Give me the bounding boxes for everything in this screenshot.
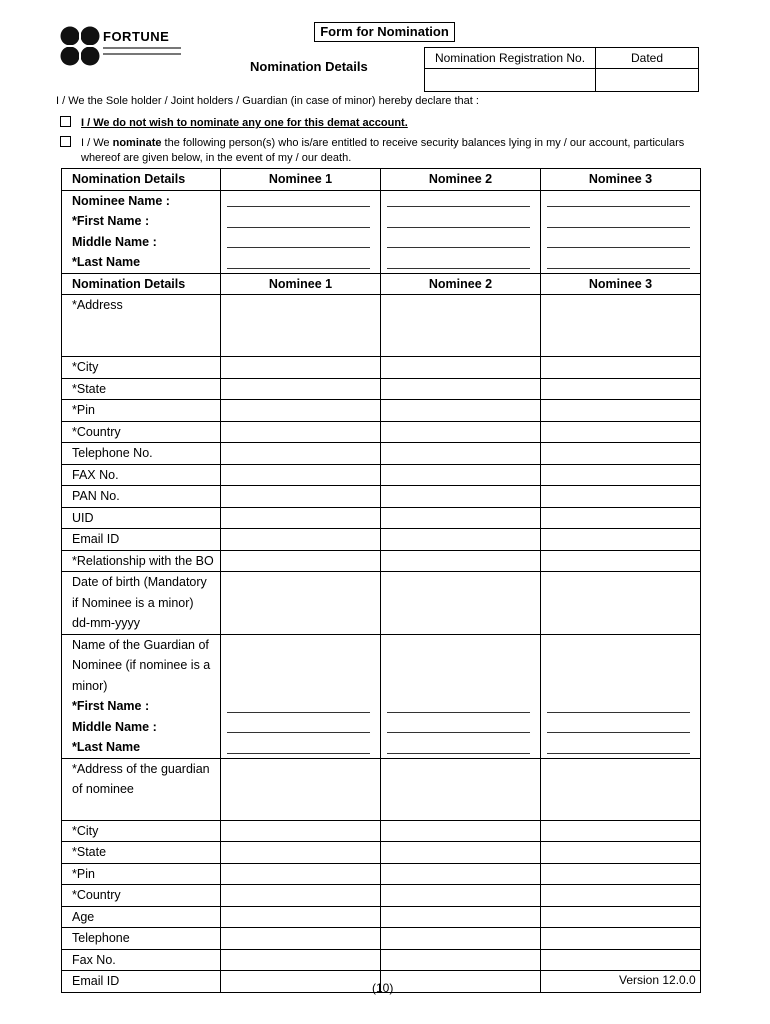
middle-name-field[interactable] xyxy=(221,232,380,253)
nominee-3-dob-field[interactable] xyxy=(541,572,701,635)
city-label: *City xyxy=(62,357,221,379)
nominee-1-relationship-field[interactable] xyxy=(221,550,381,572)
guardian-last-name-field[interactable] xyxy=(541,737,700,758)
guardian-first-name-field[interactable] xyxy=(221,696,380,717)
nomination-table xyxy=(61,168,701,993)
clover-logo-icon xyxy=(60,26,100,66)
dob-label-line: if Nominee is a minor) xyxy=(72,595,194,610)
middle-name-field[interactable] xyxy=(541,232,700,253)
fax-label: FAX No. xyxy=(62,464,221,486)
pin-row xyxy=(62,400,701,422)
last-name-field[interactable] xyxy=(541,252,700,273)
declaration-intro: I / We the Sole holder / Joint holders / Guardian (in case of minor) hereby declare that : xyxy=(56,95,479,107)
section-title: Nomination Details xyxy=(250,59,368,74)
nominee-1-country-field[interactable] xyxy=(221,421,381,443)
first-name-label: *First Name : xyxy=(72,214,150,228)
guardian-middle-name-field[interactable] xyxy=(221,717,380,738)
nominee-1-name-cell xyxy=(221,190,381,273)
guardian-last-name-field[interactable] xyxy=(221,737,380,758)
last-name-field[interactable] xyxy=(381,252,540,273)
tagline-line xyxy=(103,47,181,49)
nominee-3-guardian-cell xyxy=(541,634,701,758)
country-row xyxy=(62,421,701,443)
nominee-3-guardian-pin-field[interactable] xyxy=(541,863,701,885)
nominee-3-guardian-telephone-field[interactable] xyxy=(541,928,701,950)
nominee-2-address-field[interactable] xyxy=(381,295,541,357)
guardian-address-row xyxy=(62,758,701,820)
age-row xyxy=(62,906,701,928)
header-label: Nomination Details xyxy=(62,169,221,191)
header-nominee-1: Nominee 1 xyxy=(221,273,381,295)
middle-name-field[interactable] xyxy=(381,232,540,253)
nominee-1-guardian-fax-field[interactable] xyxy=(221,949,381,971)
nominee-2-guardian-state-field[interactable] xyxy=(381,842,541,864)
nominee-3-guardian-fax-field[interactable] xyxy=(541,949,701,971)
pin-label: *Pin xyxy=(62,400,221,422)
guardian-address-label-line: *Address of the guardian xyxy=(72,761,210,776)
guardian-address-label xyxy=(62,758,221,820)
relationship-label: *Relationship with the BO xyxy=(62,550,221,572)
dated-label: Dated xyxy=(596,48,699,69)
registration-table xyxy=(424,47,699,92)
nominee-3-guardian-state-field[interactable] xyxy=(541,842,701,864)
guardian-first-name-label: *First Name : xyxy=(72,699,150,713)
guardian-fax-label: Fax No. xyxy=(62,949,221,971)
nominee-2-uid-field[interactable] xyxy=(381,507,541,529)
no-nomination-text: I / We do not wish to nominate any one for this demat account. xyxy=(81,117,408,129)
pan-label: PAN No. xyxy=(62,486,221,508)
nominee-1-fax-field[interactable] xyxy=(221,464,381,486)
nominate-checkbox[interactable] xyxy=(60,136,71,147)
spacer xyxy=(541,191,700,212)
table-header-row xyxy=(62,273,701,295)
nominee-3-age-field[interactable] xyxy=(541,906,701,928)
nominee-3-name-cell xyxy=(541,190,701,273)
guardian-first-name-field[interactable] xyxy=(541,696,700,717)
header-label: Nomination Details xyxy=(62,273,221,295)
nominee-2-guardian-country-field[interactable] xyxy=(381,885,541,907)
nominee-2-guardian-pin-field[interactable] xyxy=(381,863,541,885)
state-row xyxy=(62,378,701,400)
guardian-state-row xyxy=(62,842,701,864)
first-name-field[interactable] xyxy=(381,211,540,232)
option-nominate xyxy=(60,136,720,166)
uid-label: UID xyxy=(62,507,221,529)
guardian-country-row xyxy=(62,885,701,907)
last-name-label: *Last Name xyxy=(72,255,141,269)
nominee-2-city-field[interactable] xyxy=(381,357,541,379)
nominee-2-pin-field[interactable] xyxy=(381,400,541,422)
guardian-pin-label: *Pin xyxy=(62,863,221,885)
guardian-last-name-field[interactable] xyxy=(381,737,540,758)
guardian-label-line: minor) xyxy=(72,678,108,693)
guardian-address-label-line: of nominee xyxy=(72,782,134,796)
guardian-middle-name-label: Middle Name : xyxy=(72,719,157,734)
nominee-3-guardian-address-field[interactable] xyxy=(541,758,701,820)
age-label: Age xyxy=(62,906,221,928)
form-title: Form for Nomination xyxy=(314,22,455,42)
guardian-telephone-label: Telephone xyxy=(62,928,221,950)
header-nominee-3: Nominee 3 xyxy=(541,273,701,295)
nominee-2-pan-field[interactable] xyxy=(381,486,541,508)
dob-row xyxy=(62,572,701,635)
telephone-row xyxy=(62,443,701,465)
nominee-2-guardian-email-field[interactable] xyxy=(381,971,541,993)
email-label: Email ID xyxy=(62,529,221,551)
telephone-label: Telephone No. xyxy=(62,443,221,465)
country-label: *Country xyxy=(62,421,221,443)
nominee-2-age-field[interactable] xyxy=(381,906,541,928)
nominee-1-state-field[interactable] xyxy=(221,378,381,400)
guardian-state-label: *State xyxy=(62,842,221,864)
guardian-first-name-field[interactable] xyxy=(381,696,540,717)
nominee-1-uid-field[interactable] xyxy=(221,507,381,529)
nominee-name-labels xyxy=(62,190,221,273)
version-label: Version 12.0.0 xyxy=(619,973,696,987)
spacer xyxy=(381,191,540,212)
nominee-3-guardian-city-field[interactable] xyxy=(541,820,701,842)
nominee-1-guardian-city-field[interactable] xyxy=(221,820,381,842)
guardian-label-line: Nominee (if nominee is a xyxy=(72,658,211,672)
guardian-name-labels xyxy=(62,634,221,758)
nominee-3-guardian-country-field[interactable] xyxy=(541,885,701,907)
nominee-1-address-field[interactable] xyxy=(221,295,381,357)
nominee-name-row xyxy=(62,190,701,273)
dob-format-hint: dd-mm-yyyy xyxy=(72,616,141,630)
registration-label: Nomination Registration No. xyxy=(425,48,596,69)
header-nominee-1: Nominee 1 xyxy=(221,169,381,191)
nominee-name-label: Nominee Name : xyxy=(72,193,170,208)
dated-field[interactable] xyxy=(596,69,699,92)
nominee-3-pin-field[interactable] xyxy=(541,400,701,422)
address-row xyxy=(62,295,701,357)
nominee-2-telephone-field[interactable] xyxy=(381,443,541,465)
nominee-1-guardian-pin-field[interactable] xyxy=(221,863,381,885)
last-name-field[interactable] xyxy=(221,252,380,273)
option-no-nomination xyxy=(60,116,408,129)
pan-row xyxy=(62,486,701,508)
guardian-name-row xyxy=(62,634,701,758)
state-label: *State xyxy=(62,378,221,400)
nominee-1-dob-field[interactable] xyxy=(221,572,381,635)
tagline-line xyxy=(103,53,181,55)
dob-label xyxy=(62,572,221,635)
header-nominee-2: Nominee 2 xyxy=(381,169,541,191)
page-number: (10) xyxy=(372,981,394,995)
nominee-2-email-field[interactable] xyxy=(381,529,541,551)
nominee-2-relationship-field[interactable] xyxy=(381,550,541,572)
nominee-2-country-field[interactable] xyxy=(381,421,541,443)
nominee-2-name-cell xyxy=(381,190,541,273)
nominee-3-address-field[interactable] xyxy=(541,295,701,357)
nominee-1-guardian-country-field[interactable] xyxy=(221,885,381,907)
fortune-logo xyxy=(60,26,182,68)
guardian-middle-name-field[interactable] xyxy=(381,717,540,738)
address-label: *Address xyxy=(62,295,221,357)
brand-name: FORTUNE xyxy=(103,29,170,44)
first-name-field[interactable] xyxy=(541,211,700,232)
nominee-3-telephone-field[interactable] xyxy=(541,443,701,465)
first-name-field[interactable] xyxy=(221,211,380,232)
nominee-1-pan-field[interactable] xyxy=(221,486,381,508)
dob-label-line: Date of birth (Mandatory xyxy=(72,575,207,589)
header-nominee-2: Nominee 2 xyxy=(381,273,541,295)
guardian-last-name-label: *Last Name xyxy=(72,740,141,754)
nominee-2-state-field[interactable] xyxy=(381,378,541,400)
nominate-text-prefix: I / We xyxy=(81,137,113,149)
spacer xyxy=(221,191,380,212)
header-nominee-3: Nominee 3 xyxy=(541,169,701,191)
nominee-2-dob-field[interactable] xyxy=(381,572,541,635)
guardian-telephone-row xyxy=(62,928,701,950)
guardian-city-row xyxy=(62,820,701,842)
nominee-1-guardian-email-field[interactable] xyxy=(221,971,381,993)
nominee-2-guardian-telephone-field[interactable] xyxy=(381,928,541,950)
guardian-email-label: Email ID xyxy=(62,971,221,993)
fax-row xyxy=(62,464,701,486)
nominee-1-guardian-telephone-field[interactable] xyxy=(221,928,381,950)
guardian-pin-row xyxy=(62,863,701,885)
guardian-middle-name-field[interactable] xyxy=(541,717,700,738)
nominee-1-telephone-field[interactable] xyxy=(221,443,381,465)
guardian-label-line: Name of the Guardian of xyxy=(72,637,209,652)
nominee-1-guardian-cell xyxy=(221,634,381,758)
nominee-3-relationship-field[interactable] xyxy=(541,550,701,572)
nominee-1-city-field[interactable] xyxy=(221,357,381,379)
nominee-3-email-field[interactable] xyxy=(541,529,701,551)
nominate-text-bold: nominate xyxy=(112,137,162,149)
nominee-1-age-field[interactable] xyxy=(221,906,381,928)
guardian-fax-row xyxy=(62,949,701,971)
registration-no-field[interactable] xyxy=(425,69,596,92)
nominee-3-city-field[interactable] xyxy=(541,357,701,379)
nominee-1-pin-field[interactable] xyxy=(221,400,381,422)
nominee-3-country-field[interactable] xyxy=(541,421,701,443)
nominee-3-uid-field[interactable] xyxy=(541,507,701,529)
table-header-row xyxy=(62,169,701,191)
nominee-1-guardian-address-field[interactable] xyxy=(221,758,381,820)
guardian-country-label: *Country xyxy=(62,885,221,907)
city-row xyxy=(62,357,701,379)
guardian-city-label: *City xyxy=(62,820,221,842)
email-row xyxy=(62,529,701,551)
middle-name-label: Middle Name : xyxy=(72,234,157,249)
nominee-3-state-field[interactable] xyxy=(541,378,701,400)
nominate-text-continued: whereof are given below, in the event of my / our death. xyxy=(81,152,352,164)
nominee-3-fax-field[interactable] xyxy=(541,464,701,486)
nominee-2-guardian-city-field[interactable] xyxy=(381,820,541,842)
nominate-text-rest: the following person(s) who is/are entitled to receive security balances lying in my / our account, particulars xyxy=(161,137,685,149)
nominee-1-guardian-state-field[interactable] xyxy=(221,842,381,864)
nominee-2-guardian-fax-field[interactable] xyxy=(381,949,541,971)
nominee-2-guardian-address-field[interactable] xyxy=(381,758,541,820)
nominee-1-email-field[interactable] xyxy=(221,529,381,551)
nominee-2-guardian-cell xyxy=(381,634,541,758)
nominee-3-pan-field[interactable] xyxy=(541,486,701,508)
uid-row xyxy=(62,507,701,529)
no-nomination-checkbox[interactable] xyxy=(60,116,71,127)
relationship-row xyxy=(62,550,701,572)
nominee-2-fax-field[interactable] xyxy=(381,464,541,486)
